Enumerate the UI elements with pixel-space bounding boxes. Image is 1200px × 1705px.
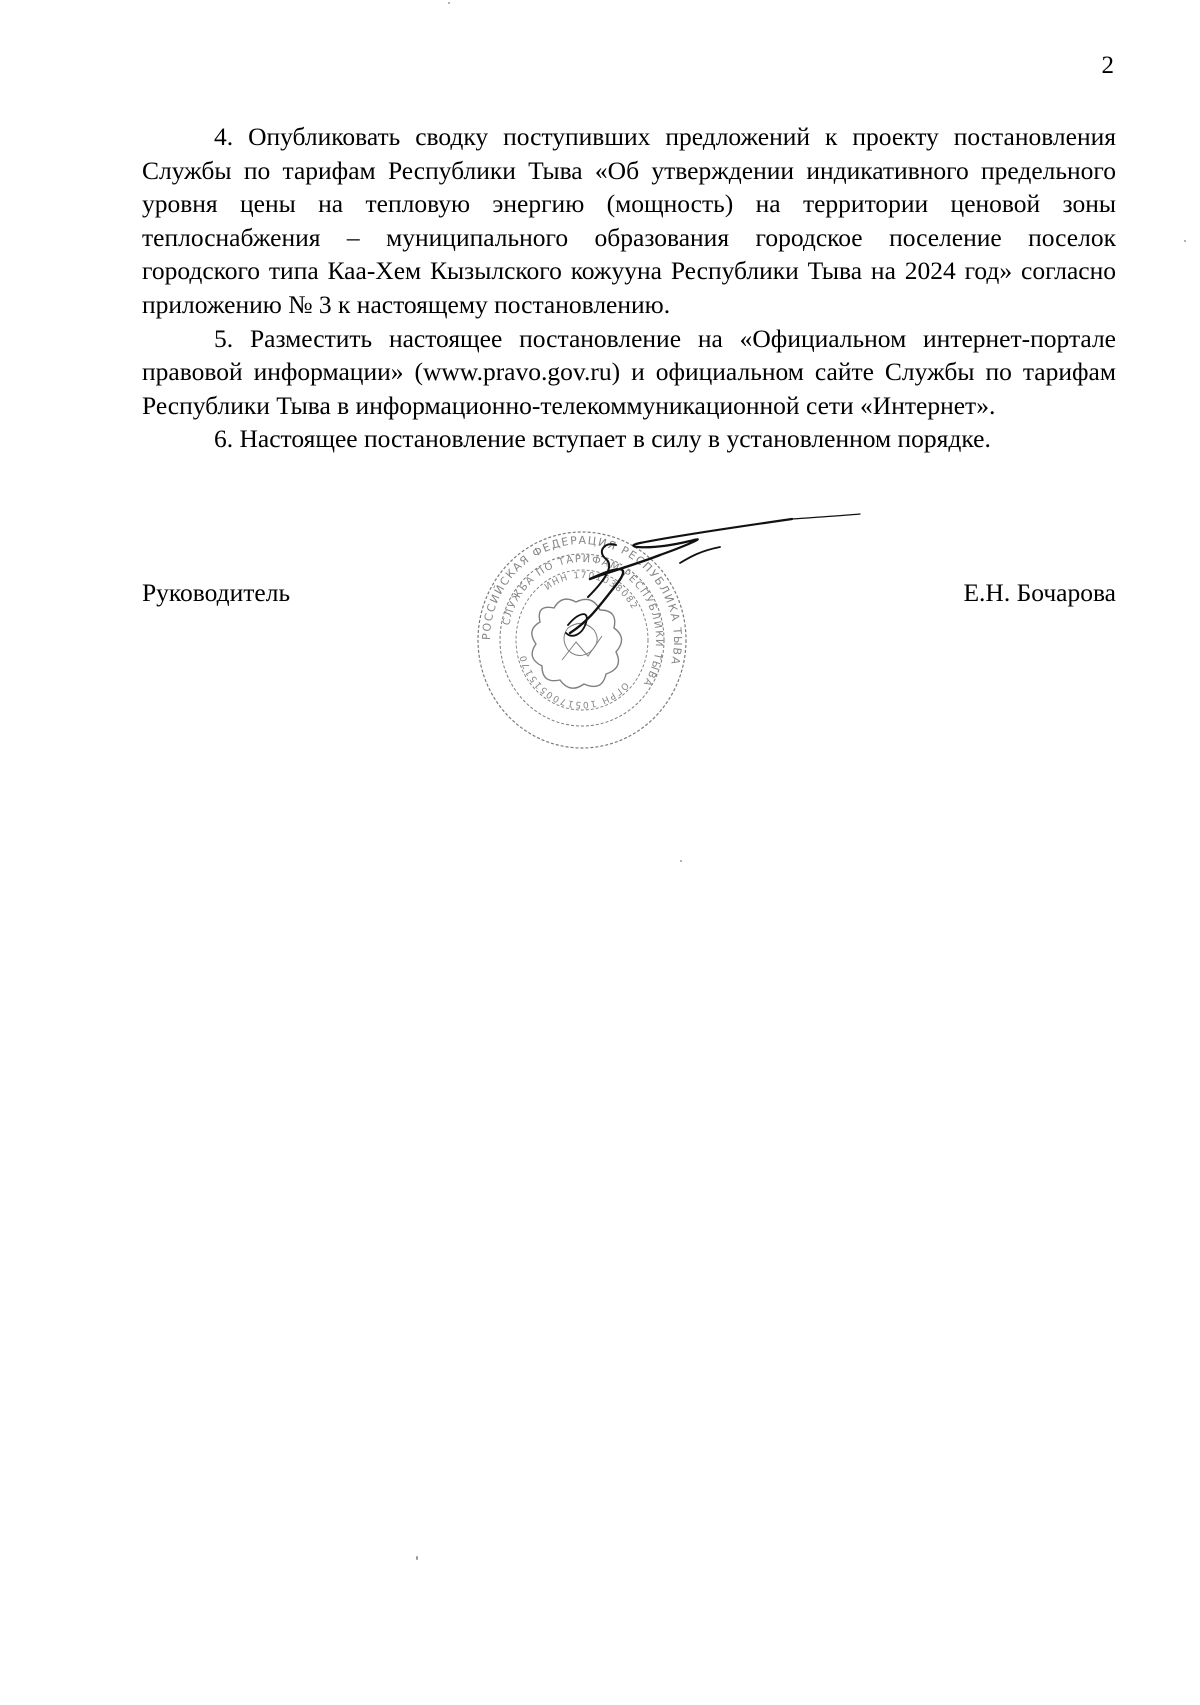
paragraph-4: 4. Опубликовать сводку поступивших предложений к проекту постановления Службы по тарифам Республики Тыва «Об утверждении индикативного предельного уровня цены на тепловую энергию (мощность) на территории ценовой зоны теплоснабжения – муниципального образования городское поселение поселок городского типа Каа-Хем Кызылского кожууна Республики Тыва на 2024 год» согласно приложению № 3 к настоящему постановлению. (142, 122, 1116, 319)
scan-speck (680, 860, 682, 862)
paragraph-5: 5. Разместить настоящее постановление на «Официальном интернет-портале правовой информации» (www.pravo.gov.ru) и официальном сайте Службы по тарифам Республики Тыва в информационно-телекоммуникационной сети «Интернет». (142, 323, 1116, 420)
scan-speck (448, 2, 450, 4)
seal-inn-text: ИНН 1701038082 (543, 570, 640, 613)
signer-position: Руководитель (142, 578, 291, 607)
paragraph-6: 6. Настоящее постановление вступает в силу в установленном порядке. (214, 424, 991, 454)
handwritten-signature (560, 505, 870, 655)
seal-outer-text: РОССИЙСКАЯ ФЕДЕРАЦИЯ РЕСПУБЛИКА ТЫВА (479, 533, 685, 667)
scan-speck (416, 1556, 418, 1560)
seal-inner-text: СЛУЖБА ПО ТАРИФАМ РЕСПУБЛИКИ ТЫВА (501, 553, 665, 689)
signer-name: Е.Н. Бочарова (963, 578, 1116, 607)
document-body (142, 120, 1116, 456)
page-number: 2 (1101, 52, 1114, 79)
scan-speck (1184, 240, 1186, 242)
seal-ogrn-text: ОГРН 1051700515170 (518, 652, 631, 710)
